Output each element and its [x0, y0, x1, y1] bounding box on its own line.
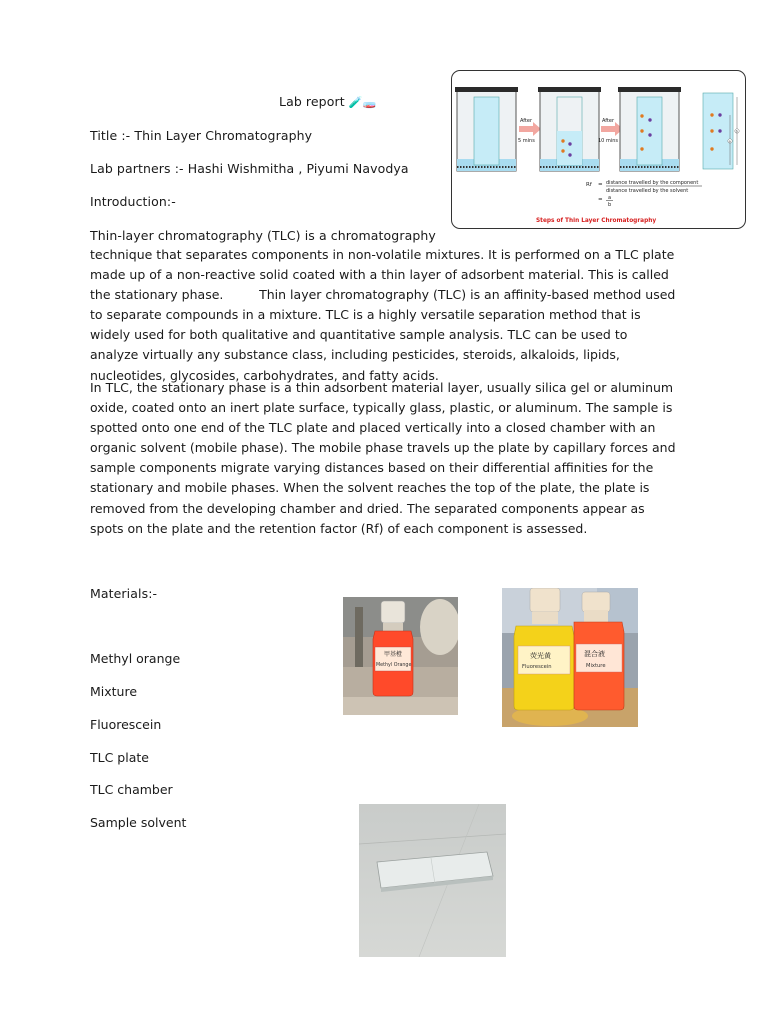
intro-paragraph-1: technique that separates components in non-volatile mixtures. It is performed on a TLC plate made up of a non-reactive solid coated with a thin layer of adsorbent material. This is called the stationary phase. Thin layer chromatography (TLC) is an affinity-based method used to separate compounds in a mixture. TLC is a highly versatile separation method that is widely used for both qualitative and quantitative sample analysis. TLC can be used to analyze virtually any substance class, including pesticides, steroids, alkaloids, lipids, nucleotides, glycosides, carbohydrates, and fatty acids. — [90, 247, 676, 383]
material-sample-solvent: Sample solvent — [90, 815, 187, 830]
rf-formula — [586, 180, 702, 208]
rf-a: a — [608, 195, 612, 201]
bottle3-label-en: Mixture — [586, 663, 606, 669]
arrow2-bottom-label: 10 mins — [598, 138, 618, 144]
chamber-3 — [618, 87, 681, 171]
fluorescein-mixture-photo-svg — [502, 588, 638, 727]
methyl-orange-photo — [343, 597, 458, 715]
bottle2-label-en: Fluorescein — [522, 664, 552, 670]
rf-b: b — [608, 202, 612, 208]
rf-numerator: distance travelled by the component — [606, 180, 699, 186]
title-line: Title :- Thin Layer Chromatography — [90, 128, 313, 143]
arrow2-top-label: After — [602, 118, 615, 124]
tlc-steps-diagram — [451, 70, 746, 229]
bottle1-label-en: Methyl Orange — [376, 663, 412, 668]
rf-denominator: distance travelled by the solvent — [606, 188, 689, 194]
material-mixture: Mixture — [90, 684, 138, 699]
materials-heading: Materials:- — [90, 586, 158, 601]
material-fluorescein: Fluorescein — [90, 717, 162, 732]
bottle2-label-cn: 荧光黄 — [530, 652, 551, 660]
arrow1-top-label: After — [520, 118, 533, 124]
lab-partners-line: Lab partners :- Hashi Wishmitha , Piyumi Navodya — [90, 161, 409, 176]
page-title — [279, 92, 376, 113]
material-tlc-plate: TLC plate — [90, 750, 149, 765]
material-methyl-orange: Methyl orange — [90, 651, 181, 666]
chamber-2 — [538, 87, 601, 171]
tlc-plate-photo-svg — [359, 804, 506, 957]
chamber-1 — [455, 87, 518, 171]
marker-a: a — [728, 139, 731, 144]
diagram-caption: Steps of Thin Layer Chromatography — [536, 218, 657, 224]
arrow1-bottom-label: 5 mins — [518, 138, 535, 144]
tlc-diagram-svg — [452, 71, 745, 228]
arrow-1 — [518, 118, 541, 144]
developed-plate — [703, 93, 739, 169]
methyl-orange-photo-svg — [343, 597, 458, 715]
page-title-text: Lab report — [279, 94, 345, 109]
introduction-heading: Introduction:- — [90, 194, 176, 209]
tlc-plate-photo — [359, 804, 506, 957]
marker-b: b — [735, 129, 738, 134]
rf-equals: = — [598, 182, 603, 188]
fluorescein-mixture-photo — [502, 588, 638, 727]
intro-first-line: Thin-layer chromatography (TLC) is a chromatography — [90, 228, 436, 243]
rf-label: Rf — [586, 182, 592, 188]
rf-equals-2: = — [598, 197, 603, 203]
bottle1-label-cn: 甲基橙 — [384, 651, 403, 658]
flask-icon: 🧪🧫 — [348, 96, 377, 109]
arrow-2 — [598, 118, 623, 144]
bottle3-label-cn: 混合液 — [584, 650, 605, 658]
intro-paragraph-2: In TLC, the stationary phase is a thin adsorbent material layer, usually silica gel or aluminum oxide, coated onto an inert plate surface, typically glass, plastic, or aluminum. The sample is spotted onto one end of the TLC plate and placed vertically into a closed chamber with an organic solvent (mobile phase). The mobile phase travels up the plate by capillary forces and sample components migrate varying distances based on their differential affinities for the stationary and mobile phases. When the solvent reaches the top of the plate, the plate is removed from the developing chamber and dried. The separated components appear as spots on the plate and the retention factor (Rf) of each component is assessed. — [90, 380, 676, 536]
material-tlc-chamber: TLC chamber — [90, 782, 173, 797]
